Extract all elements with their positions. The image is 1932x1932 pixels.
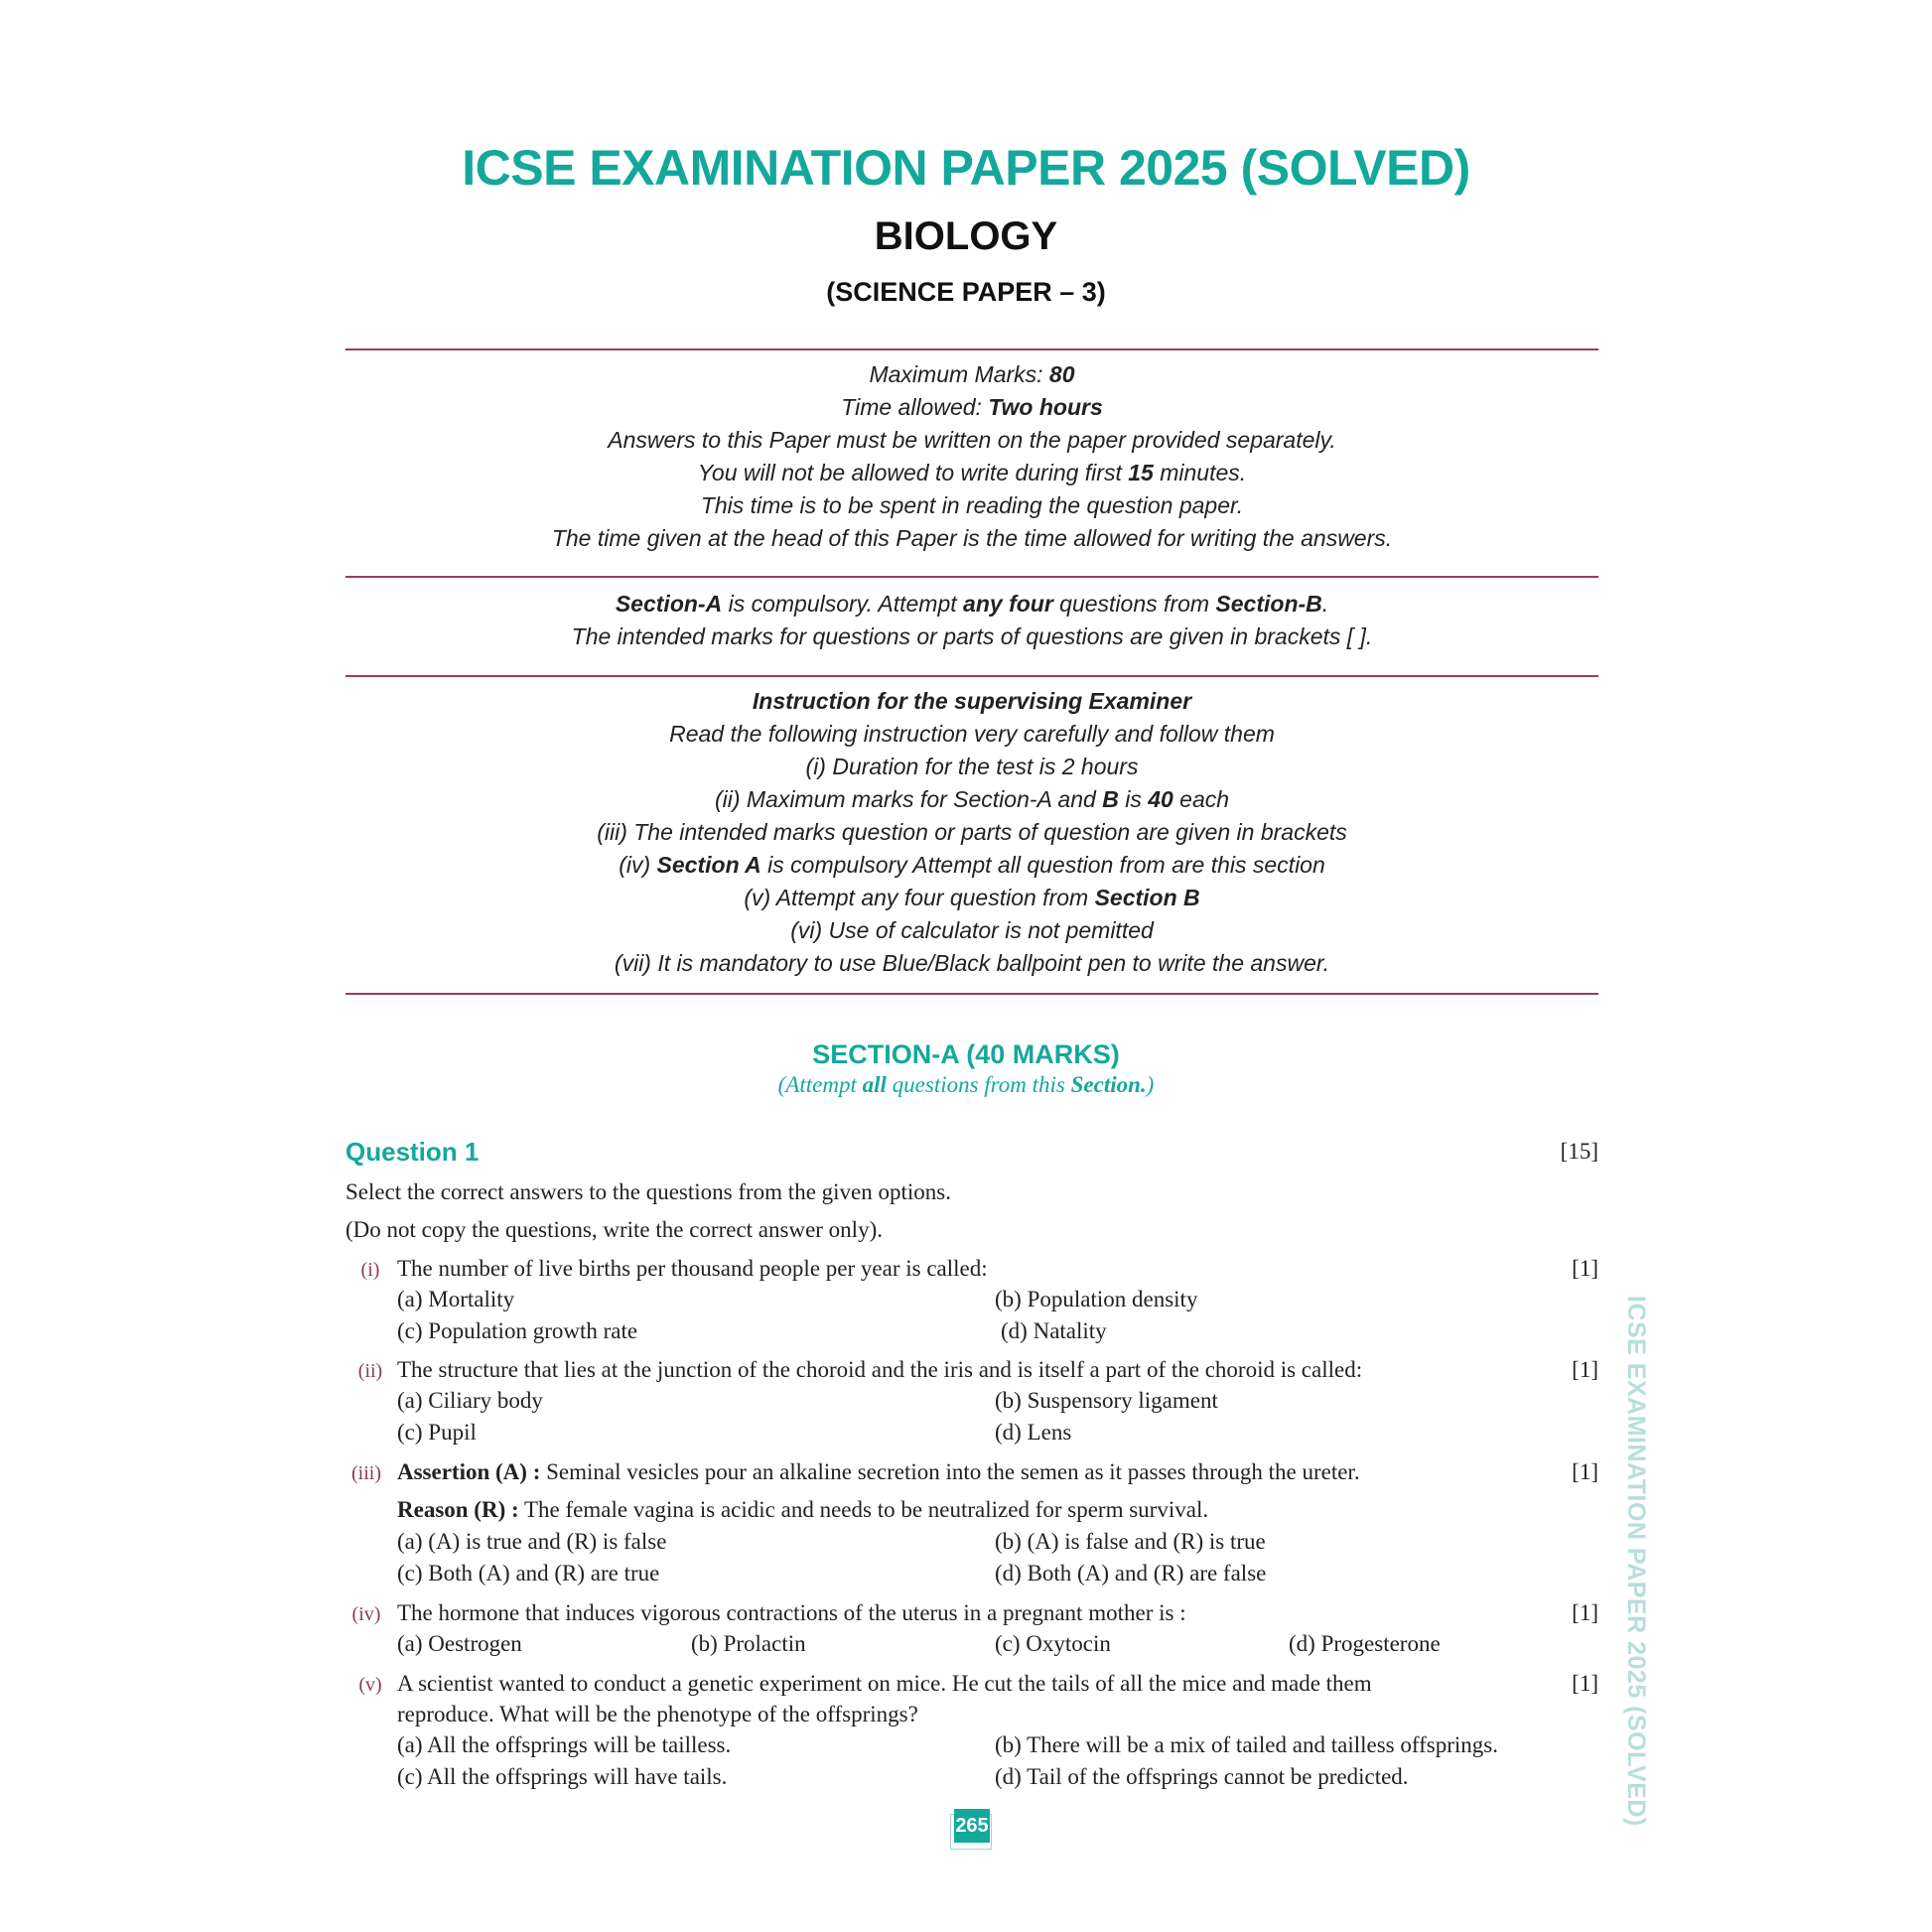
info-line: Answers to this Paper must be written on the paper provided separately. [608, 427, 1336, 453]
part-number: (i) [360, 1259, 380, 1281]
side-banner [1620, 1296, 1652, 1827]
info-line: The time given at the head of this Paper is the time allowed for writing the answers. [551, 525, 1393, 551]
section-note-line: The intended marks for questions or parts of questions are given in brackets [ ]. [571, 623, 1373, 649]
question-marks: [15] [1560, 1139, 1598, 1164]
option: (b) (A) is false and (R) is true [995, 1529, 1266, 1554]
option: (c) Oxytocin [995, 1631, 1111, 1656]
option: (c) Pupil [397, 1420, 477, 1445]
option: (d) Tail of the offsprings cannot be predicted. [995, 1764, 1409, 1789]
option: (b) Population density [995, 1287, 1198, 1311]
option: (d) Natality [1001, 1318, 1107, 1343]
part-number: (iv) [351, 1603, 381, 1625]
examiner-title: Instruction for the supervising Examiner [752, 688, 1192, 714]
subject-title: BIOLOGY [874, 214, 1058, 258]
part-question: The number of live births per thousand people per year is called: [397, 1256, 988, 1281]
option: (c) Both (A) and (R) are true [397, 1561, 660, 1586]
option: (a) Oestrogen [397, 1631, 522, 1656]
section-a-heading: SECTION-A (40 MARKS) [812, 1039, 1120, 1069]
option: (a) Mortality [397, 1287, 515, 1311]
part-reason: Reason (R) : The female vagina is acidic and needs to be neutralized for sperm survival. [397, 1497, 1209, 1522]
option: (d) Lens [995, 1420, 1072, 1445]
part-marks: [1] [1572, 1357, 1598, 1382]
paper-title: ICSE EXAMINATION PAPER 2025 (SOLVED) [462, 140, 1470, 196]
option: (b) Suspensory ligament [995, 1388, 1218, 1413]
instruction-line: (iii) The intended marks question or parts of question are given in brackets [597, 819, 1347, 845]
info-line: You will not be allowed to write during first 15 minutes. [697, 460, 1247, 485]
question-instruction: (Do not copy the questions, write the correct answer only). [345, 1217, 883, 1242]
option: (c) Population growth rate [397, 1318, 638, 1343]
instruction-line: (iv) Section A is compulsory Attempt all question from are this section [619, 852, 1325, 878]
option: (d) Both (A) and (R) are false [995, 1561, 1267, 1586]
divider [345, 348, 1598, 350]
part-question: Assertion (A) : Seminal vesicles pour an alkaline secretion into the semen as it passes through the ureter. [397, 1459, 1360, 1484]
section-note-line: Section-A is compulsory. Attempt any four questions from Section-B. [615, 591, 1329, 617]
part-question: The structure that lies at the junction of the choroid and the iris and is itself a part of the choroid is called: [397, 1357, 1363, 1382]
time-allowed: Time allowed: Two hours [841, 394, 1103, 420]
part-question: A scientist wanted to conduct a genetic experiment on mice. He cut the tails of all the mice and made them [397, 1671, 1372, 1696]
option: (b) Prolactin [691, 1631, 806, 1656]
part-question: The hormone that induces vigorous contractions of the uterus in a pregnant mother is : [397, 1600, 1186, 1625]
section-note [345, 588, 1598, 653]
instruction-line: (i) Duration for the test is 2 hours [805, 754, 1139, 779]
divider [345, 993, 1598, 995]
option: (c) All the offsprings will have tails. [397, 1764, 728, 1789]
question-instruction: Select the correct answers to the questions from the given options. [345, 1179, 951, 1204]
general-info [345, 358, 1598, 555]
divider [345, 675, 1598, 677]
info-line: This time is to be spent in reading the question paper. [700, 492, 1244, 518]
instruction-line: (v) Attempt any four question from Section B [744, 885, 1200, 910]
paper-number: (SCIENCE PAPER – 3) [826, 277, 1106, 307]
instruction-line: (vii) It is mandatory to use Blue/Black ballpoint pen to write the answer. [614, 950, 1330, 976]
section-a-subheading: (Attempt all questions from this Section.) [777, 1072, 1155, 1097]
part-marks: [1] [1572, 1459, 1598, 1484]
option: (a) Ciliary body [397, 1388, 543, 1413]
page-number: 265 [954, 1809, 990, 1843]
examiner-instructions [345, 685, 1598, 980]
option: (a) All the offsprings will be tailless. [397, 1732, 732, 1757]
part-number: (ii) [357, 1360, 383, 1382]
part-number: (iii) [351, 1462, 381, 1484]
divider [345, 576, 1598, 578]
instruction-line: Read the following instruction very carefully and follow them [669, 721, 1275, 747]
option: (a) (A) is true and (R) is false [397, 1529, 667, 1554]
question-title: Question 1 [345, 1137, 480, 1167]
part-marks: [1] [1572, 1671, 1598, 1696]
page-number-badge [948, 1809, 992, 1849]
side-banner-text: ICSE EXAMINATION PAPER 2025 (SOLVED) [1622, 1296, 1650, 1827]
part-marks: [1] [1572, 1600, 1598, 1625]
option: (b) There will be a mix of tailed and tailless offsprings. [995, 1732, 1498, 1757]
part-marks: [1] [1572, 1256, 1598, 1281]
max-marks: Maximum Marks: 80 [869, 361, 1075, 387]
option: (d) Progesterone [1289, 1631, 1441, 1656]
part-question-continued: reproduce. What will be the phenotype of the offsprings? [397, 1702, 918, 1726]
instruction-line: (vi) Use of calculator is not pemitted [790, 917, 1154, 943]
part-number: (v) [358, 1674, 382, 1696]
instruction-line: (ii) Maximum marks for Section-A and B is 40 each [714, 786, 1230, 812]
